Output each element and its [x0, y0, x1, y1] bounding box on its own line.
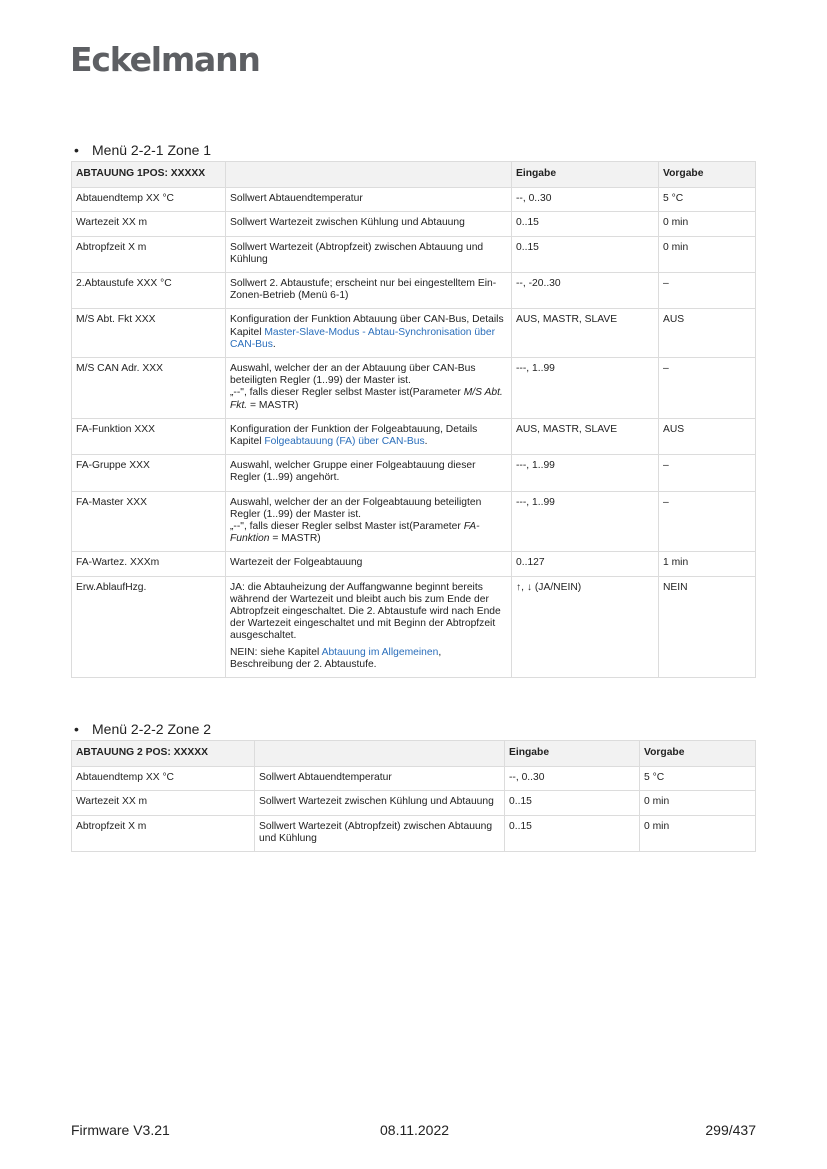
footer-firmware: Firmware V3.21 [71, 1122, 170, 1138]
table-row [72, 576, 756, 677]
default-cell: NEIN [659, 576, 756, 677]
desc-cell: Auswahl, welcher der an der Folgeabtauung beteiligten Regler (1..99) der Master ist. „--", falls dieser Regler selbst Master ist(Parameter FA-Funktion = MASTR) [226, 491, 512, 552]
table-row [72, 358, 756, 419]
column-header: ABTAUUNG 2 POS: XXXXX [72, 741, 255, 767]
table-row [72, 273, 756, 309]
param-cell: M/S CAN Adr. XXX [72, 358, 226, 419]
param-cell: FA-Wartez. XXXm [72, 552, 226, 576]
desc-cell: Konfiguration der Funktion der Folgeabtauung, Details Kapitel Folgeabtauung (FA) über CAN-Bus. [226, 418, 512, 454]
zone-1-table [71, 161, 756, 678]
desc-cell: Sollwert Wartezeit zwischen Kühlung und Abtauung [226, 212, 512, 236]
input-cell: AUS, MASTR, SLAVE [512, 309, 659, 358]
column-header: Eingabe [505, 741, 640, 767]
default-cell: 0 min [659, 236, 756, 272]
param-cell: M/S Abt. Fkt XXX [72, 309, 226, 358]
input-cell: 0..127 [512, 552, 659, 576]
column-header: Eingabe [512, 162, 659, 188]
input-cell: 0..15 [505, 791, 640, 815]
link-abtauung-im-allgemeinen[interactable]: Abtauung im Allgemeinen [321, 646, 439, 658]
table-row [72, 552, 756, 576]
table-row [72, 767, 756, 791]
input-cell: 0..15 [505, 815, 640, 851]
table-row [72, 188, 756, 212]
param-cell: FA-Gruppe XXX [72, 455, 226, 491]
table-row [72, 309, 756, 358]
desc-cell: Konfiguration der Funktion Abtauung über CAN-Bus, Details Kapitel Master-Slave-Modus - Abtau-Synchronisation über CAN-Bus. [226, 309, 512, 358]
desc-cell: Sollwert 2. Abtaustufe; erscheint nur bei eingestelltem Ein-Zonen-Betrieb (Menü 6-1) [226, 273, 512, 309]
input-cell: 0..15 [512, 212, 659, 236]
column-header: Vorgabe [640, 741, 756, 767]
table-row [72, 236, 756, 272]
section-title-zone-2: • Menü 2-2-2 Zone 2 [74, 721, 212, 737]
column-header: ABTAUUNG 1POS: XXXXX [72, 162, 226, 188]
desc-cell: Auswahl, welcher Gruppe einer Folgeabtauung dieser Regler (1..99) angehört. [226, 455, 512, 491]
default-cell: – [659, 358, 756, 419]
param-cell: Wartezeit XX m [72, 791, 255, 815]
input-cell: ---, 1..99 [512, 491, 659, 552]
link-master-slave-modus[interactable]: Master-Slave-Modus - Abtau-Synchronisation über CAN-Bus [230, 326, 496, 350]
default-cell: 5 °C [640, 767, 756, 791]
desc-cell: Sollwert Abtauendtemperatur [255, 767, 505, 791]
input-cell: --, 0..30 [512, 188, 659, 212]
param-cell: Wartezeit XX m [72, 212, 226, 236]
input-cell: --, 0..30 [505, 767, 640, 791]
desc-cell: Sollwert Wartezeit (Abtropfzeit) zwischen Abtauung und Kühlung [255, 815, 505, 851]
column-header [226, 162, 512, 188]
table-header-row [72, 741, 756, 767]
desc-cell: Auswahl, welcher der an der Abtauung über CAN-Bus beteiligten Regler (1..99) der Master ist. „--", falls dieser Regler selbst Master ist(Parameter M/S Abt. Fkt. = MASTR) [226, 358, 512, 419]
input-cell: ---, 1..99 [512, 455, 659, 491]
desc-cell: Sollwert Wartezeit (Abtropfzeit) zwischen Abtauung und Kühlung [226, 236, 512, 272]
column-header: Vorgabe [659, 162, 756, 188]
column-header [255, 741, 505, 767]
desc-cell: Wartezeit der Folgeabtauung [226, 552, 512, 576]
desc-cell: JA: die Abtauheizung der Auffangwanne beginnt bereits während der Wartezeit und bleibt auch bis zum Ende der Abtropfzeit eingeschaltet. Die 2. Abtaustufe wird nach Ende der Wartezeit eingeschaltet und mit Beginn der Abtropfzeit ausgeschaltet. NEIN: siehe Kapitel Abtauung im Allgemeinen, Beschreibung der 2. Abtaustufe. [226, 576, 512, 677]
param-cell: Abtropfzeit X m [72, 815, 255, 851]
footer-page-number: 299/437 [705, 1122, 756, 1138]
default-cell: 0 min [640, 815, 756, 851]
param-cell: Abtropfzeit X m [72, 236, 226, 272]
bullet-icon: • [74, 142, 79, 158]
default-cell: 0 min [640, 791, 756, 815]
default-cell: 0 min [659, 212, 756, 236]
default-cell: AUS [659, 418, 756, 454]
param-cell: 2.Abtaustufe XXX °C [72, 273, 226, 309]
input-cell: AUS, MASTR, SLAVE [512, 418, 659, 454]
default-cell: 1 min [659, 552, 756, 576]
footer-date: 08.11.2022 [380, 1122, 450, 1138]
param-cell: FA-Master XXX [72, 491, 226, 552]
input-cell: --, -20..30 [512, 273, 659, 309]
table-row [72, 491, 756, 552]
input-cell: ↑, ↓ (JA/NEIN) [512, 576, 659, 677]
input-cell: 0..15 [512, 236, 659, 272]
default-cell: – [659, 273, 756, 309]
eckelmann-logo: Eckelmann [70, 40, 260, 79]
table-row [72, 455, 756, 491]
table-row [72, 418, 756, 454]
desc-cell: Sollwert Abtauendtemperatur [226, 188, 512, 212]
param-cell: FA-Funktion XXX [72, 418, 226, 454]
param-cell: Abtauendtemp XX °C [72, 767, 255, 791]
table-row [72, 815, 756, 851]
input-cell: ---, 1..99 [512, 358, 659, 419]
default-cell: 5 °C [659, 188, 756, 212]
param-cell: Erw.AblaufHzg. [72, 576, 226, 677]
link-folgeabtauung[interactable]: Folgeabtauung (FA) über CAN-Bus [264, 436, 425, 448]
table-row [72, 791, 756, 815]
default-cell: – [659, 491, 756, 552]
desc-cell: Sollwert Wartezeit zwischen Kühlung und Abtauung [255, 791, 505, 815]
section-title-zone-1: • Menü 2-2-1 Zone 1 [74, 142, 212, 158]
param-cell: Abtauendtemp XX °C [72, 188, 226, 212]
table-row [72, 212, 756, 236]
default-cell: – [659, 455, 756, 491]
default-cell: AUS [659, 309, 756, 358]
bullet-icon: • [74, 721, 79, 737]
table-header-row [72, 162, 756, 188]
zone-2-table [71, 740, 756, 852]
